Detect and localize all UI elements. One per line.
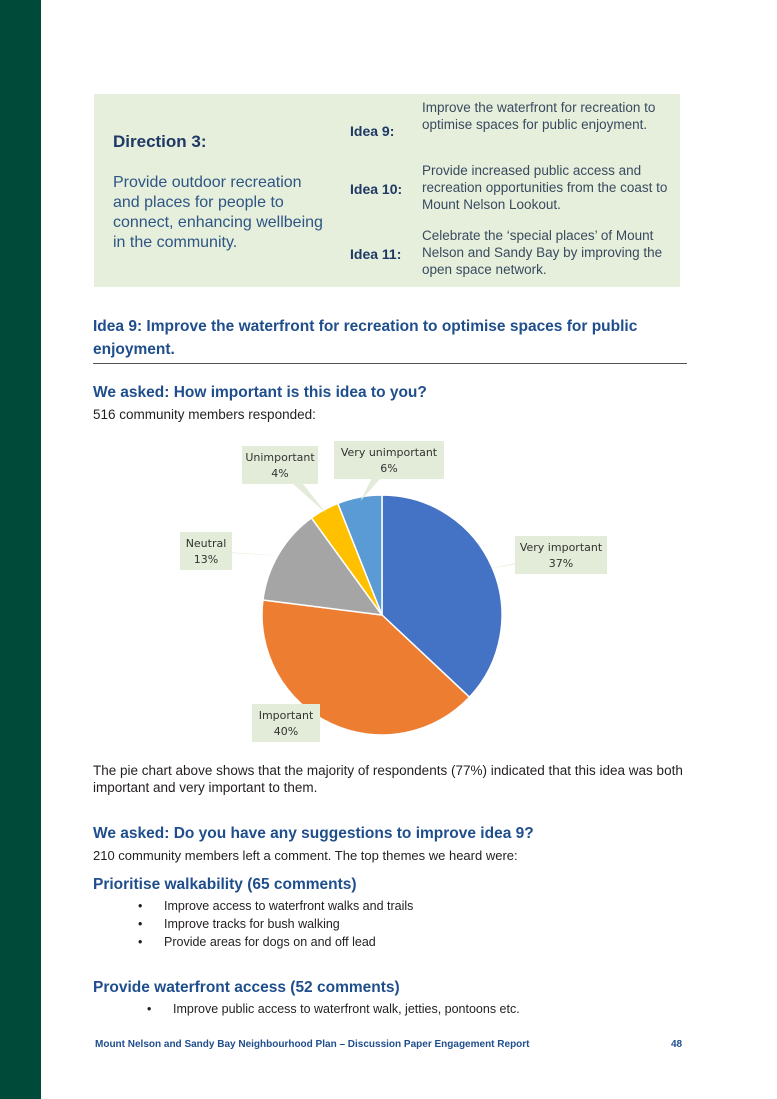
direction-description: Provide outdoor recreation and places for people to connect, enhancing wellbeing in the community. <box>113 174 323 251</box>
idea-label: Idea 10: <box>350 181 403 197</box>
idea-label: Idea 11: <box>350 246 402 262</box>
bullet-icon: • <box>138 917 143 931</box>
idea-label: Idea 9: <box>350 123 395 139</box>
idea-text: Celebrate the ‘special places’ of Mount Nelson and Sandy Bay by improving the open space network. <box>422 228 663 277</box>
slice-value-label: 13% <box>193 553 219 566</box>
bullet-icon: • <box>147 1002 152 1016</box>
pie-chart <box>160 436 620 746</box>
page-number: 48 <box>671 1039 683 1050</box>
list-item <box>138 915 413 933</box>
question1-responded: 516 community members responded: <box>93 407 316 422</box>
slice-value-label: 4% <box>271 467 289 480</box>
slice-value-label: 6% <box>380 462 398 475</box>
bullet-icon: • <box>138 935 143 949</box>
slice-name-label: Very unimportant <box>340 446 438 459</box>
question1-heading: We asked: How important is this idea to you? <box>93 384 427 401</box>
list-item <box>147 1000 520 1018</box>
direction-box <box>94 94 680 287</box>
list-item-text: Provide areas for dogs on and off lead <box>164 935 376 949</box>
slice-value-label: 40% <box>273 725 299 738</box>
slice-name-label: Neutral <box>185 537 227 550</box>
direction-title: Direction 3: <box>113 132 207 151</box>
side-bar <box>0 0 41 1099</box>
list-item-text: Improve public access to waterfront walk, jetties, pontoons etc. <box>173 1002 520 1016</box>
list-item <box>138 933 413 951</box>
list-item-text: Improve tracks for bush walking <box>164 917 340 931</box>
theme-title-walkability: Prioritise walkability (65 comments) <box>93 876 357 893</box>
question2-intro: 210 community members left a comment. The top themes we heard were: <box>93 848 518 863</box>
list-item <box>138 897 413 915</box>
summary-text: The pie chart above shows that the majority of respondents (77%) indicated that this idea was both important and very important to them. <box>93 763 683 795</box>
slice-name-label: Important <box>258 709 314 722</box>
list-item-text: Improve access to waterfront walks and trails <box>164 899 414 913</box>
footer-text: Mount Nelson and Sandy Bay Neighbourhood Plan – Discussion Paper Engagement Report <box>95 1039 530 1050</box>
slice-value-label: 37% <box>548 557 574 570</box>
theme-list-walkability <box>138 897 413 951</box>
theme-list-waterfront <box>147 1000 520 1018</box>
bullet-icon: • <box>138 899 143 913</box>
idea-text: Provide increased public access and recreation opportunities from the coast to Mount Nelson Lookout. <box>422 163 668 212</box>
slice-name-label: Very important <box>519 541 603 554</box>
theme-title-waterfront: Provide waterfront access (52 comments) <box>93 979 400 996</box>
question2-heading: We asked: Do you have any suggestions to improve idea 9? <box>93 825 534 842</box>
idea-heading: Idea 9: Improve the waterfront for recreation to optimise spaces for public enjoyment. <box>93 315 687 364</box>
slice-name-label: Unimportant <box>245 451 315 464</box>
idea-text: Improve the waterfront for recreation to optimise spaces for public enjoyment. <box>422 100 656 132</box>
